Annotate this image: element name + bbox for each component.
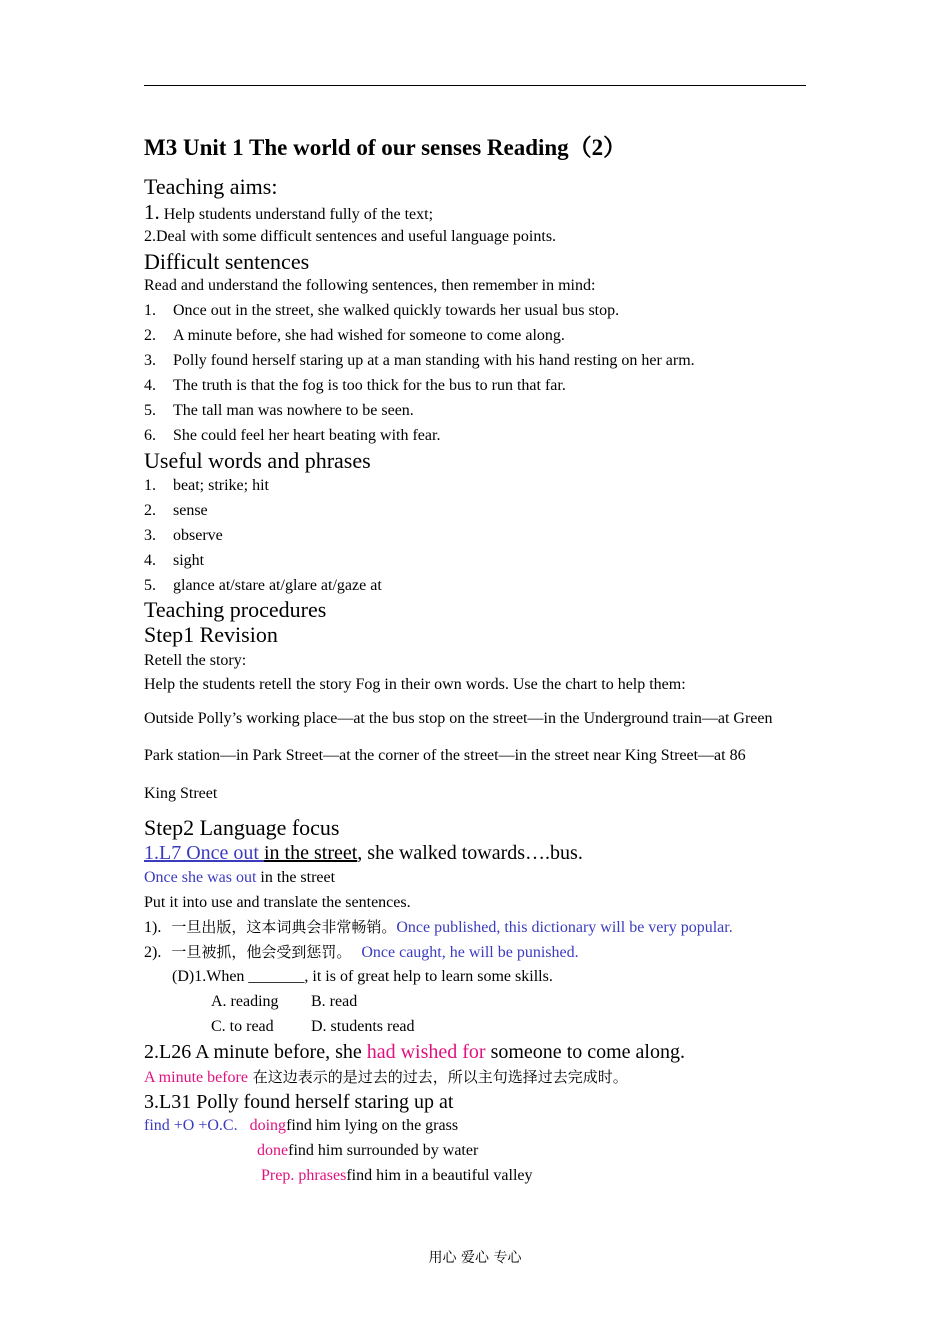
list-number: 1. (144, 477, 156, 494)
focus2-post: someone to come along. (485, 1041, 685, 1063)
option-d: D. students read (311, 1018, 415, 1035)
list-number: 5. (144, 577, 156, 594)
list-number: 4. (144, 552, 156, 569)
focus1-sentence (144, 841, 583, 865)
story-chart-line-2: Park station—in Park Street—at the corner of the street—in the street near King Street—at 86 (144, 747, 746, 764)
aim-item-2: 2.Deal with some difficult sentences and useful language points. (144, 228, 557, 245)
list-number: 2. (144, 502, 156, 519)
pattern-done-label: done (257, 1142, 289, 1159)
difficult-item (144, 351, 695, 371)
list-number: 3. (144, 352, 156, 369)
focus1-rest: , she walked towards….bus. (357, 842, 583, 864)
list-text: Polly found herself staring up at a man standing with his hand resting on her arm. (173, 352, 695, 369)
list-number: 2. (144, 327, 156, 344)
list-number: 3. (144, 527, 156, 544)
pattern-prep-example: find him in a beautiful valley (346, 1167, 533, 1184)
list-text: sense (173, 502, 208, 519)
difficult-item (144, 401, 414, 421)
useful-item (144, 551, 204, 571)
list-text: The tall man was nowhere to be seen. (173, 402, 414, 419)
page-footer: 用心 爱心 专心 (428, 1250, 522, 1266)
pattern-doing (144, 1116, 458, 1136)
page-title: M3 Unit 1 The world of our senses Reading（2） (144, 135, 627, 160)
list-number: 1. (144, 302, 156, 319)
pattern-prep (261, 1166, 532, 1186)
header-rule (144, 85, 806, 86)
list-number: 4. (144, 377, 156, 394)
useful-item (144, 476, 269, 496)
focus1-expansion (144, 868, 335, 888)
list-number: 5. (144, 402, 156, 419)
list-text: A minute before, she had wished for someone to come along. (173, 327, 565, 344)
list-text: beat; strike; hit (173, 477, 269, 494)
option-b: B. read (311, 993, 358, 1010)
pattern-prep-label: Prep. phrases (261, 1167, 347, 1184)
pattern-doing-example: find him lying on the grass (286, 1117, 459, 1134)
pattern-label: find +O +O.C. (144, 1117, 238, 1134)
useful-item (144, 501, 208, 521)
exercise-number: 2). (144, 944, 162, 961)
useful-item (144, 526, 223, 546)
list-text: The truth is that the fog is too thick for the bus to run that far. (173, 377, 566, 394)
option-c: C. to read (211, 1018, 274, 1035)
list-text: glance at/stare at/glare at/gaze at (173, 577, 382, 594)
option-a: A. reading (211, 993, 279, 1010)
focus1-expansion-highlight: Once she was out (144, 869, 257, 886)
aim-item-1-text: Help students understand fully of the text; (159, 206, 434, 223)
translation-exercise-2 (144, 942, 579, 963)
focus1-expansion-rest: in the street (256, 869, 336, 886)
teaching-procedures-heading: Teaching procedures (144, 597, 327, 622)
pattern-done-example: find him surrounded by water (288, 1142, 479, 1159)
exercise-english: Once caught, he will be punished. (361, 944, 579, 961)
list-text: sight (173, 552, 205, 569)
pattern-done (257, 1141, 478, 1161)
multiple-choice-question: (D)1.When _______, it is of great help to learn some skills. (172, 968, 553, 985)
aim-item-1 (144, 202, 433, 225)
story-chart-line-3: King Street (144, 785, 218, 802)
exercise-english: Once published, this dictionary will be very popular. (396, 919, 733, 936)
focus1-reference: 1.L7 Once out (144, 842, 264, 864)
focus2-pre: 2.L26 A minute before, she (144, 1041, 367, 1063)
difficult-sentences-heading: Difficult sentences (144, 249, 310, 274)
focus3-heading: 3.L31 Polly found herself staring up at (144, 1091, 454, 1113)
difficult-intro: Read and understand the following sentences, then remember in mind: (144, 277, 596, 294)
focus2-sentence (144, 1040, 685, 1064)
teaching-aims-heading: Teaching aims: (144, 174, 278, 199)
focus2-highlight: had wished for (366, 1041, 486, 1063)
list-text: Once out in the street, she walked quickly towards her usual bus stop. (173, 302, 620, 319)
retell-label: Retell the story: (144, 652, 247, 669)
focus1-underlined: in the street (263, 842, 358, 864)
difficult-item (144, 376, 566, 396)
focus2-note (144, 1067, 628, 1088)
retell-instructions: Help the students retell the story Fog in their own words. Use the chart to help them: (144, 676, 686, 693)
difficult-item (144, 326, 565, 346)
focus1-instruction: Put it into use and translate the sentences. (144, 894, 411, 911)
translation-exercise-1 (144, 917, 733, 938)
useful-words-heading: Useful words and phrases (144, 448, 371, 473)
difficult-item (144, 301, 619, 321)
step1-heading: Step1 Revision (144, 622, 278, 647)
list-text: She could feel her heart beating with fear. (173, 427, 441, 444)
list-text: observe (173, 527, 223, 544)
aim-item-1-number: 1. (144, 200, 160, 224)
focus2-note-chinese: 在这边表示的是过去的过去，所以主句选择过去完成时。 (247, 1068, 628, 1086)
focus2-note-highlight: A minute before (144, 1069, 248, 1086)
list-number: 6. (144, 427, 156, 444)
difficult-item (144, 426, 440, 446)
story-chart-line-1: Outside Polly’s working place—at the bus stop on the street—in the Underground train—at Green (144, 710, 773, 727)
exercise-chinese: 一旦出版，这本词典会非常畅销。 (171, 918, 397, 936)
pattern-doing-label: doing (249, 1117, 287, 1134)
useful-item (144, 576, 382, 596)
exercise-chinese: 一旦被抓，他会受到惩罚。 (171, 943, 352, 961)
exercise-number: 1). (144, 919, 162, 936)
step2-heading: Step2 Language focus (144, 815, 340, 840)
